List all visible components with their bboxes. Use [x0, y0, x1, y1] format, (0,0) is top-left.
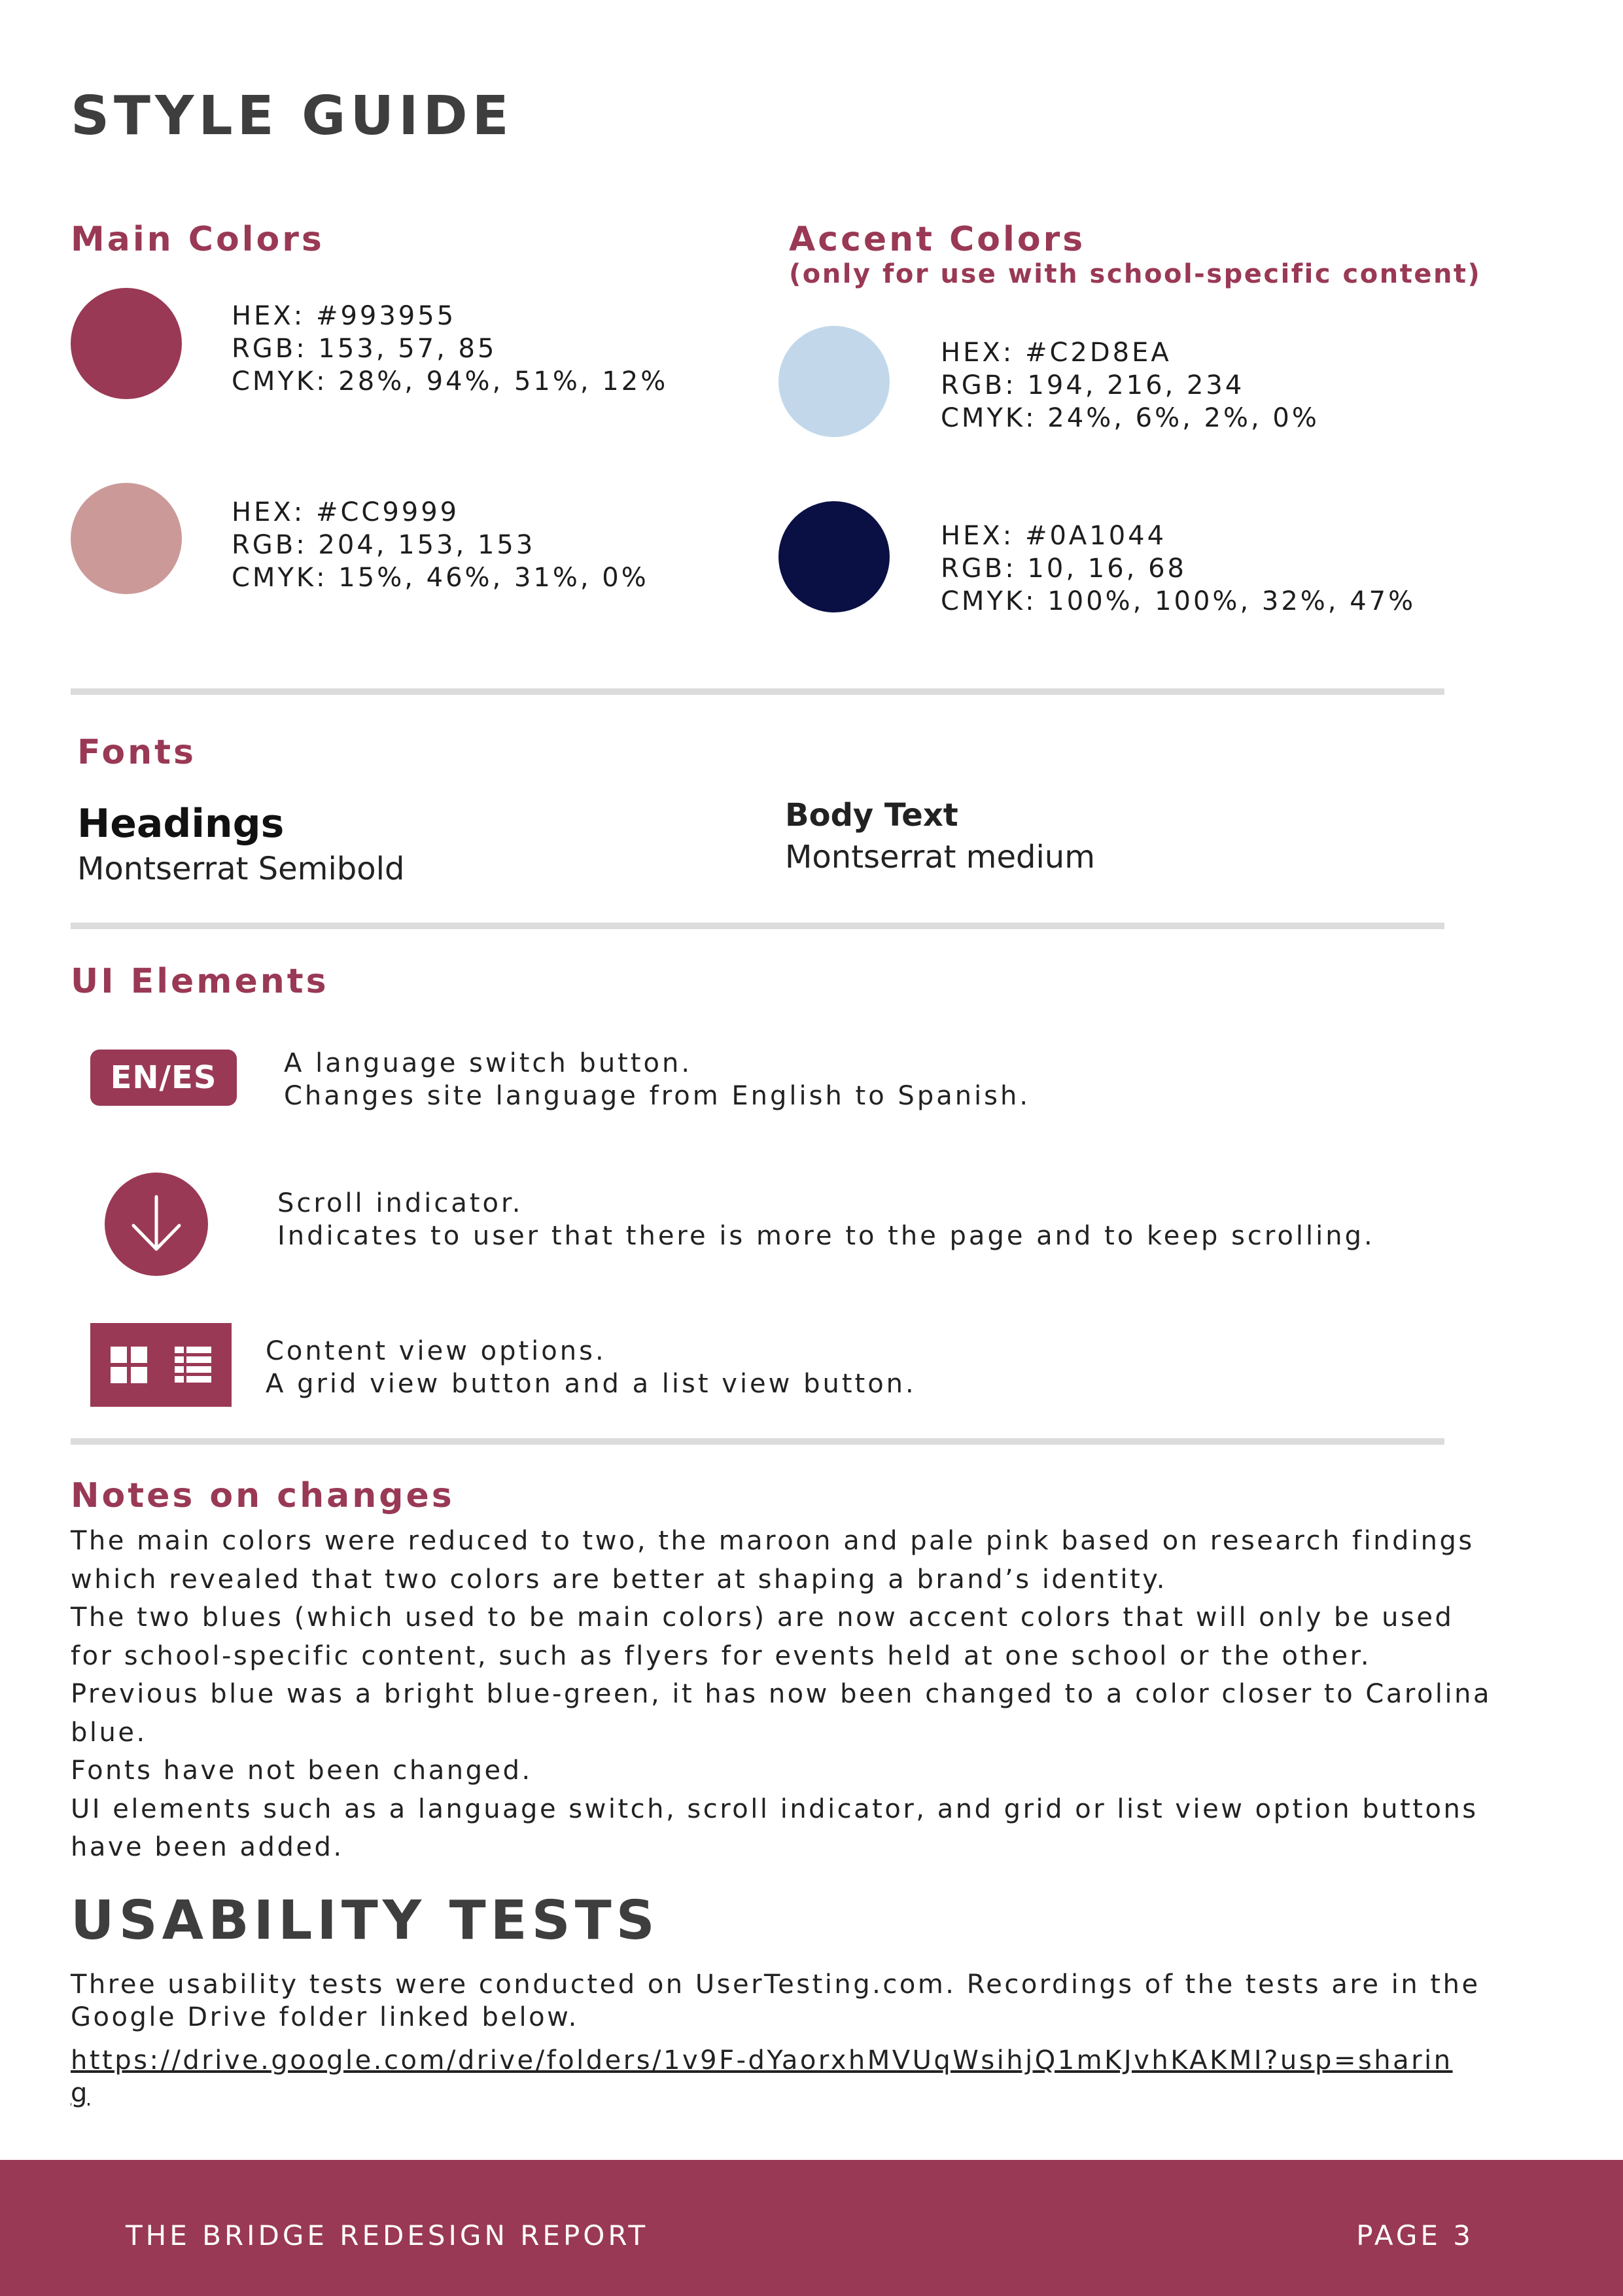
hex-value: HEX: #0A1044	[941, 521, 1167, 551]
language-switch-button[interactable]: EN/ES	[90, 1050, 237, 1106]
swatch-maroon	[71, 288, 182, 399]
description-line: Indicates to user that there is more to the page and to keep scrolling.	[277, 1221, 1375, 1251]
hex-value: HEX: #CC9999	[232, 497, 460, 527]
list-view-icon[interactable]	[173, 1345, 213, 1385]
content-view-description	[266, 1335, 916, 1400]
headings-label: Headings	[77, 801, 285, 847]
fonts-heading: Fonts	[77, 733, 196, 772]
rgb-value: RGB: 10, 16, 68	[941, 554, 1187, 584]
footer-report-title: THE BRIDGE REDESIGN REPORT	[126, 2219, 649, 2252]
accent-colors-heading: Accent Colors	[789, 220, 1086, 259]
rgb-value: RGB: 194, 216, 234	[941, 370, 1245, 400]
notes-body	[71, 1522, 1497, 1867]
description-line: Changes site language from English to Spanish.	[284, 1081, 1031, 1111]
swatch-navy	[778, 501, 890, 612]
description-line: A language switch button.	[284, 1048, 693, 1078]
swatch-maroon-specs	[232, 300, 668, 398]
notes-paragraph: The two blues (which used to be main colors) are now accent colors that will only be used for school-specific content, such as flyers for events held at one school or the other. Previous blue was a bright blue-green, it has now been changed to a color closer to Carolina blue.	[71, 1602, 1492, 1748]
description-line: A grid view button and a list view button.	[266, 1369, 916, 1399]
drive-link-container	[71, 2044, 1471, 2110]
notes-paragraph: The main colors were reduced to two, the maroon and pale pink based on research findings which revealed that two colors are better at shaping a brand’s identity.	[71, 1526, 1475, 1595]
main-colors-heading: Main Colors	[71, 220, 324, 259]
divider	[71, 688, 1444, 695]
accent-colors-subheading: (only for use with school-specific content)	[789, 259, 1482, 289]
content-view-options	[90, 1323, 232, 1407]
scroll-indicator-description	[277, 1187, 1375, 1252]
notes-heading: Notes on changes	[71, 1476, 455, 1515]
google-drive-link[interactable]: https://drive.google.com/drive/folders/1v9F-dYaorxhMVUqWsihjQ1mKJvhKAKMI?usp=sharing	[71, 2045, 1453, 2108]
swatch-light-blue-specs	[941, 336, 1319, 434]
hex-value: HEX: #993955	[232, 301, 457, 331]
page-title: STYLE GUIDE	[71, 85, 514, 147]
footer-page-number: PAGE 3	[1356, 2219, 1474, 2252]
body-font-name: Montserrat medium	[785, 839, 1095, 875]
scroll-indicator-button[interactable]	[105, 1173, 208, 1276]
arrow-down-icon	[127, 1192, 186, 1257]
notes-paragraph: UI elements such as a language switch, scroll indicator, and grid or list view option buttons have been added.	[71, 1793, 1478, 1862]
hex-value: HEX: #C2D8EA	[941, 338, 1172, 368]
divider	[71, 1438, 1444, 1445]
usability-tests-heading: USABILITY TESTS	[71, 1890, 659, 1952]
swatch-pink	[71, 483, 182, 594]
headings-font-name: Montserrat Semibold	[77, 851, 405, 887]
rgb-value: RGB: 153, 57, 85	[232, 334, 497, 364]
cmyk-value: CMYK: 28%, 94%, 51%, 12%	[232, 366, 669, 397]
usability-tests-text: Three usability tests were conducted on UserTesting.com. Recordings of the tests are in the Google Drive folder linked below.	[71, 1969, 1480, 2032]
cmyk-value: CMYK: 24%, 6%, 2%, 0%	[941, 403, 1319, 433]
swatch-navy-specs	[941, 520, 1416, 618]
ui-elements-heading: UI Elements	[71, 962, 329, 1001]
body-text-label: Body Text	[785, 797, 958, 834]
cmyk-value: CMYK: 100%, 100%, 32%, 47%	[941, 586, 1416, 616]
swatch-pink-specs	[232, 496, 649, 594]
notes-paragraph: Fonts have not been changed.	[71, 1756, 532, 1786]
cmyk-value: CMYK: 15%, 46%, 31%, 0%	[232, 563, 649, 593]
language-switch-description	[284, 1047, 1030, 1112]
description-line: Content view options.	[266, 1336, 606, 1366]
divider	[71, 923, 1444, 929]
description-line: Scroll indicator.	[277, 1188, 523, 1218]
swatch-light-blue	[778, 326, 890, 437]
rgb-value: RGB: 204, 153, 153	[232, 530, 536, 560]
grid-view-icon[interactable]	[109, 1345, 148, 1385]
